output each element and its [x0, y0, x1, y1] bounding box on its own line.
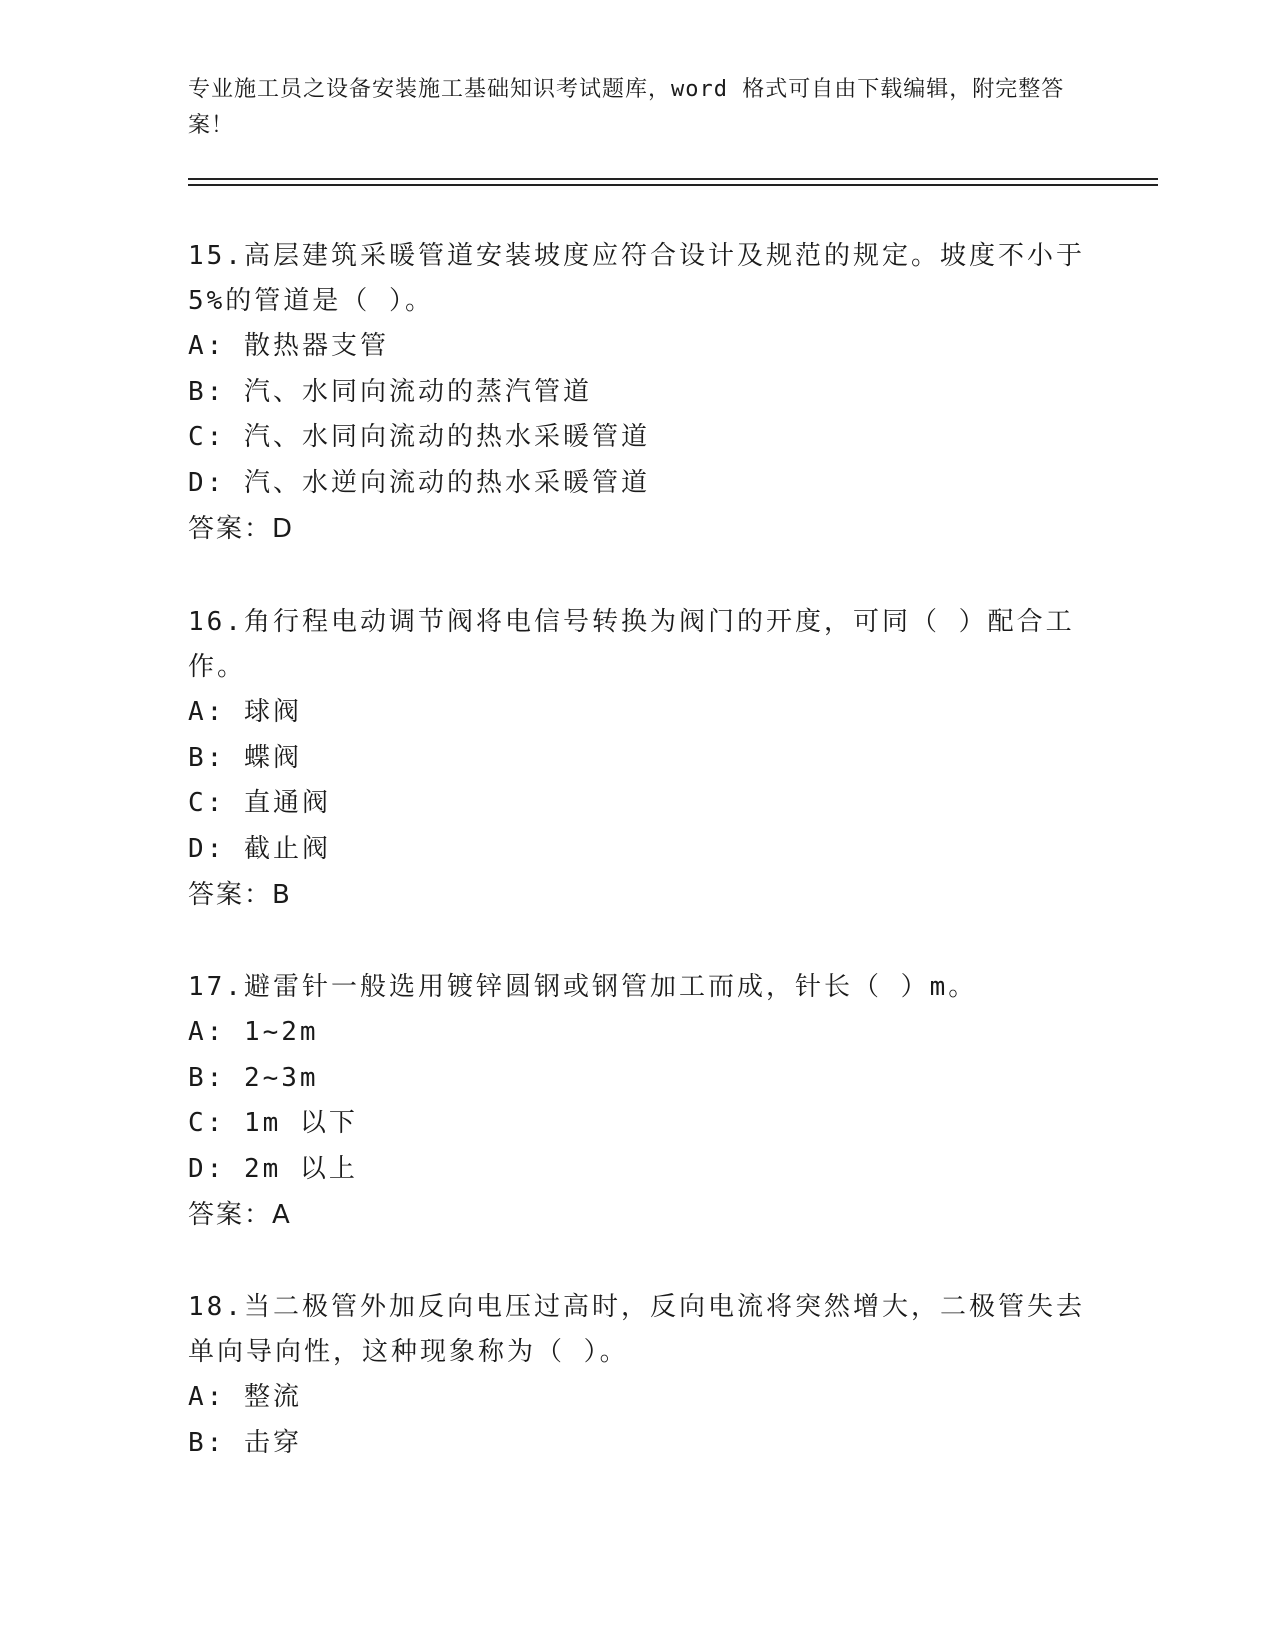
option-b: B: 击穿: [188, 1427, 302, 1458]
header-text: 专业施工员之设备安装施工基础知识考试题库，word 格式可自由下载编辑，附完整答案！: [188, 77, 1065, 138]
option-c: C: 汽、水同向流动的热水采暖管道: [188, 422, 650, 452]
question-stem: 18.当二极管外加反向电压过高时，反向电流将突然增大，二极管失去单向导向性，这种现象称为（ ）。: [188, 1292, 1085, 1367]
question-stem: 16.角行程电动调节阀将电信号转换为阀门的开度，可同（ ）配合工作。: [188, 607, 1075, 682]
header-rule-bottom: [188, 184, 1158, 186]
question-stem: 15.高层建筑采暖管道安装坡度应符合设计及规范的规定。坡度不小于5%的管道是（ ）。: [188, 241, 1085, 316]
answer: 答案：A: [188, 1200, 292, 1230]
option-c: C: 直通阀: [188, 788, 331, 818]
option-d: D: 汽、水逆向流动的热水采暖管道: [188, 467, 650, 498]
option-d: D: 2m 以上: [188, 1153, 358, 1184]
answer: 答案：D: [188, 514, 295, 544]
question-16: [188, 600, 1088, 918]
option-b: B: 蝶阀: [188, 742, 302, 773]
question-17: [188, 965, 1088, 1238]
question-stem: 17.避雷针一般选用镀锌圆钢或钢管加工而成，针长（ ）m。: [188, 972, 978, 1002]
question-15: [188, 234, 1088, 552]
option-a: A: 散热器支管: [188, 331, 389, 361]
header-rule-top: [188, 178, 1158, 180]
answer: 答案：B: [188, 880, 292, 910]
option-c: C: 1m 以下: [188, 1108, 358, 1138]
question-18: [188, 1285, 1088, 1466]
option-a: A: 球阀: [188, 697, 302, 727]
option-b: B: 2~3m: [188, 1062, 319, 1093]
document-header: [188, 72, 1088, 144]
option-a: A: 1~2m: [188, 1017, 319, 1047]
option-d: D: 截止阀: [188, 833, 331, 864]
option-a: A: 整流: [188, 1382, 302, 1412]
option-b: B: 汽、水同向流动的蒸汽管道: [188, 376, 592, 407]
